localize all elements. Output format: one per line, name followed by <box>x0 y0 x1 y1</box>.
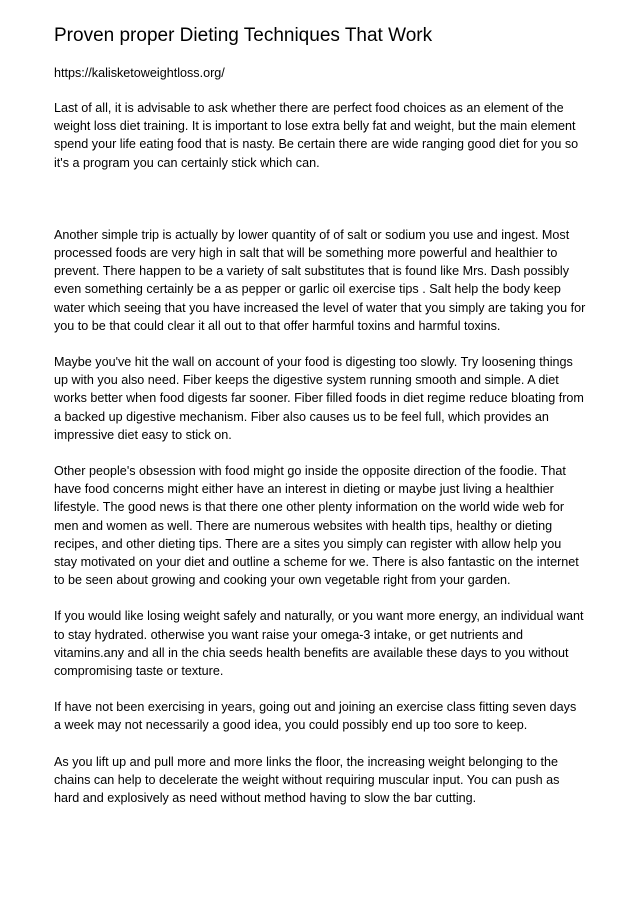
paragraph-1: Last of all, it is advisable to ask whether there are perfect food choices as an element of the weight loss diet training. It is important to lose extra belly fat and weight, but the main element spend your life eating food that is nasty. Be certain there are wide ranging good diet for you so it's a program you can certainly stick which can. <box>54 101 579 170</box>
paragraph-6: If have not been exercising in years, going out and joining an exercise class fitting seven days a week may not necessarily a good idea, you could possibly end up too sore to keep. <box>54 700 577 733</box>
document-page <box>54 24 586 825</box>
document-title: Proven proper Dieting Techniques That Work <box>54 25 433 46</box>
paragraph-2: Another simple trip is actually by lower quantity of of salt or sodium you use and ingest. Most processed foods are very high in salt that will be something more powerful and healthier to prevent. There happen to be a variety of salt substitutes that is found like Mrs. Dash possibly even something certainly be a as pepper or garlic oil exercise tips . Salt help the body keep water which seeing that you have increased the level of water that you simply are taking you for you to be that could clear it all out to that offer harmful toxins and harmful toxins. <box>54 227 586 333</box>
paragraph-4: Other people's obsession with food might go inside the opposite direction of the foodie. That have food concerns might either have an interest in dieting or maybe just living a healthier lifestyle. The good news is that there one other plenty information on the world wide web for men and women as well. There are numerous websites with health tips, healthy or dieting recipes, and other dieting tips. There are a sites you simply can register with allow help you stay motivated on your diet and outline a scheme for we. There is also fantastic on the internet to be seen about growing and cooking your own vegetable right from your garden. <box>54 464 579 588</box>
paragraph-5: If you would like losing weight safely and naturally, or you want more energy, an individual want to stay hydrated. otherwise you want raise your omega-3 intake, or get nutrients and vitamins.any and all in the chia seeds health benefits are available these days to you without compromising taste or texture. <box>54 609 584 679</box>
paragraph-3: Maybe you've hit the wall on account of your food is digesting too slowly. Try loosening things up with you also need. Fiber keeps the digestive system running smooth and simple. A diet works better when food digests far sooner. Fiber filled foods in diet regime reduce bloating from a backed up digestive mechanism. Fiber also causes us to be feel full, which provides an impressive diet easy to stick on. <box>54 355 584 442</box>
paragraph-7: As you lift up and pull more and more links the floor, the increasing weight belonging to the chains can help to decelerate the weight without requiring muscular input. You can push as hard and explosively as need without method having to slow the bar cutting. <box>54 754 560 806</box>
source-url: https://kalisketoweightloss.org/ <box>54 66 225 80</box>
